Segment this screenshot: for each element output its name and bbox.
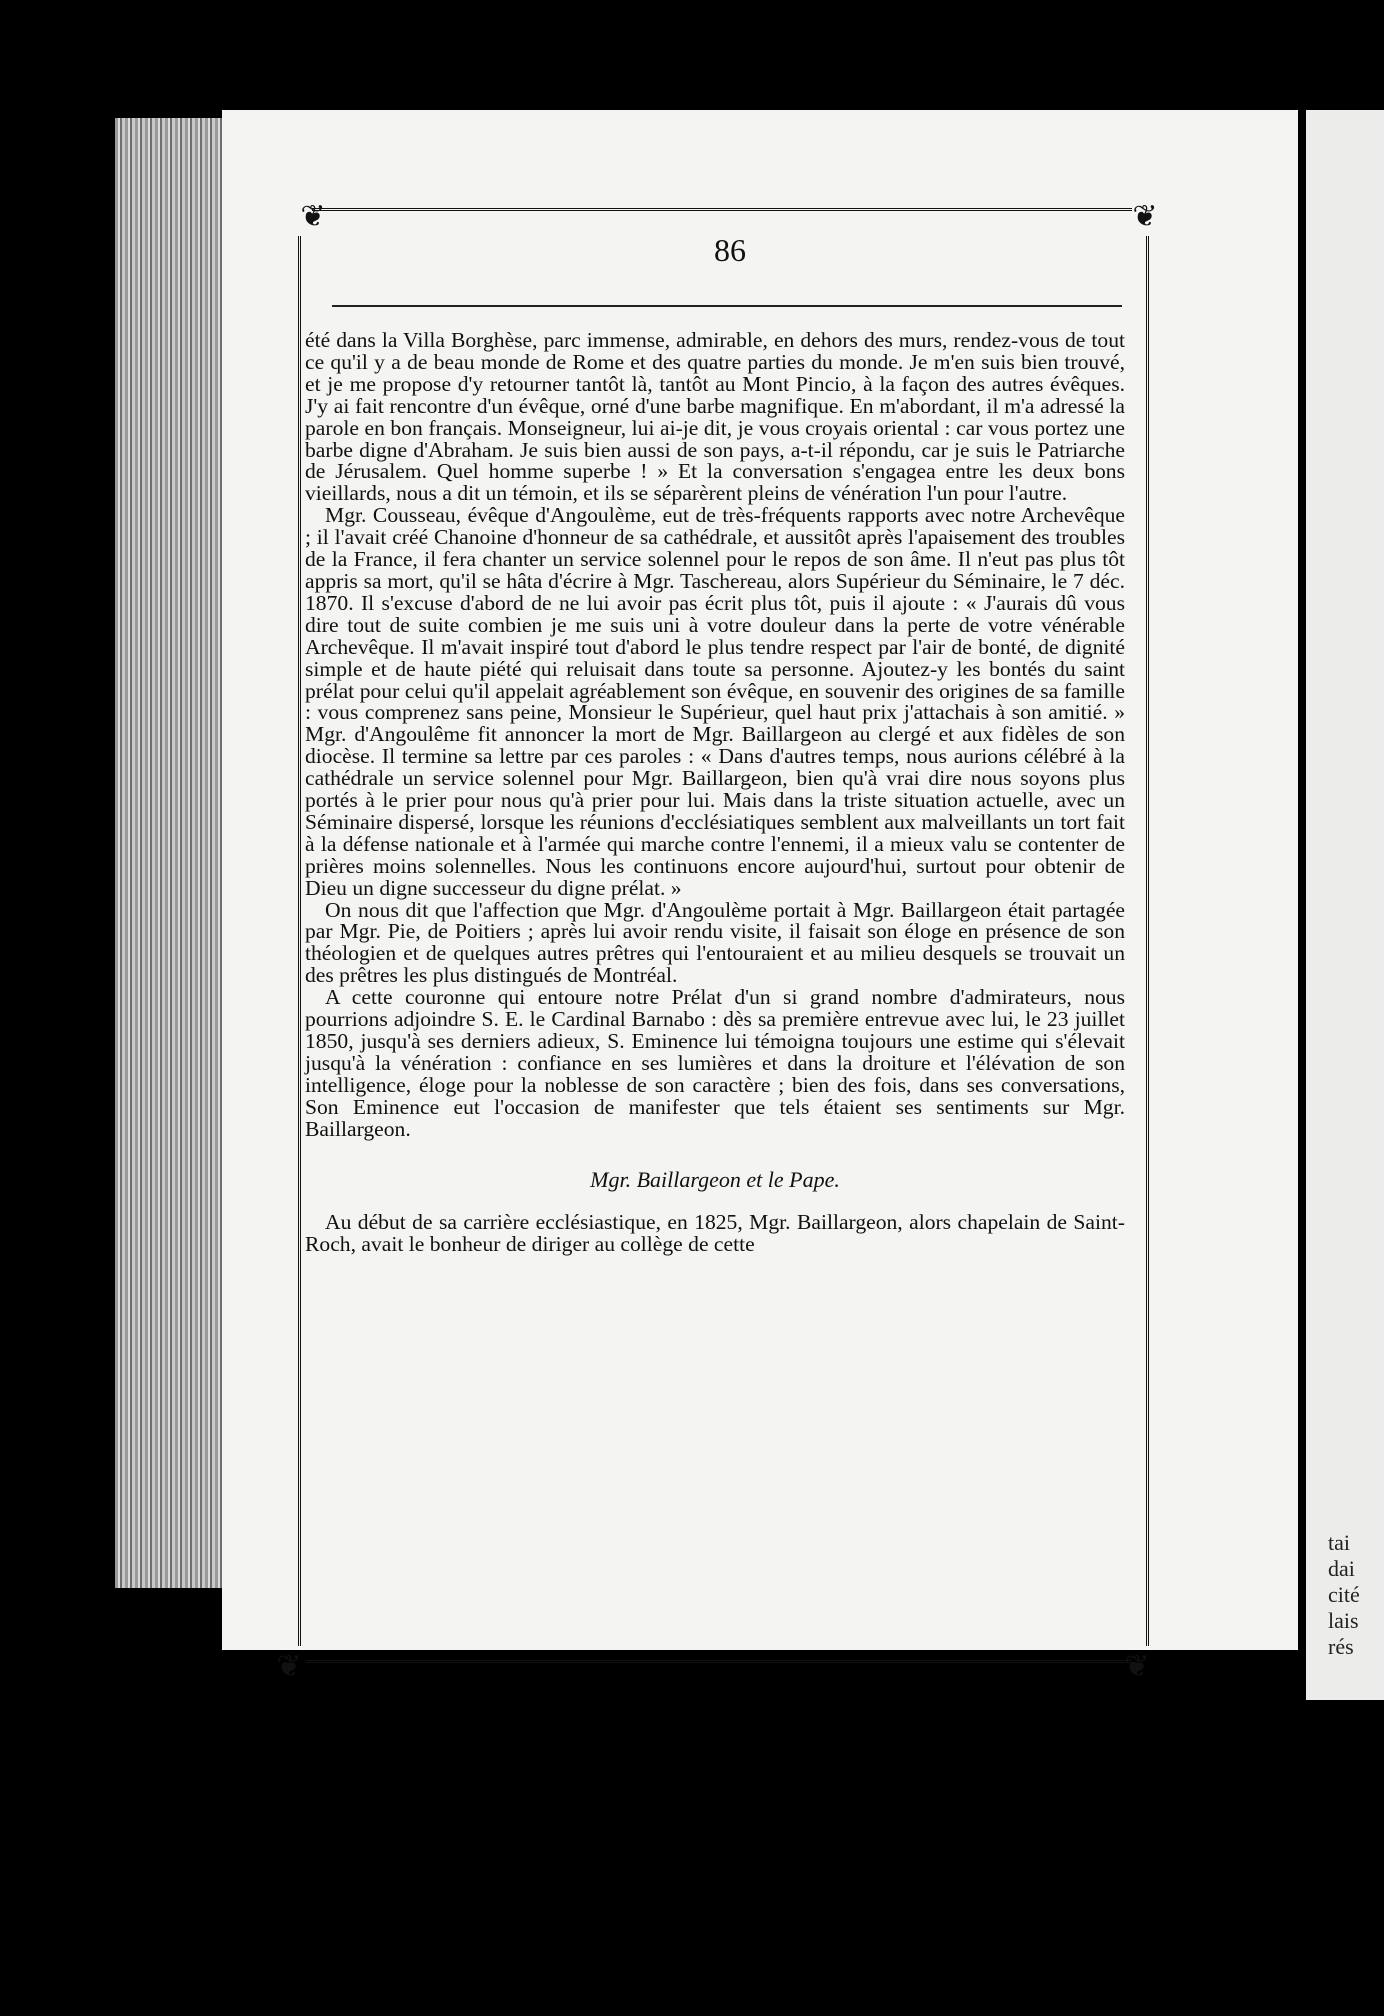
section-heading: Mgr. Baillargeon et le Pape. [590, 1166, 840, 1192]
book-page-edges [115, 118, 227, 1588]
page-text [305, 330, 1125, 1256]
next-page-edge [1306, 110, 1384, 1700]
next-page-fragment: rés [1328, 1634, 1354, 1659]
frame-left-border [298, 236, 301, 1646]
paragraph: On nous dit que l'affection que Mgr. d'Angoulème portait à Mgr. Baillargeon était partagée par Mgr. Pie, de Poitiers ; après lui avoir rendu visite, il faisait son éloge en présence de son théologien et de quelques autres prêtres qui l'entouraient et au milieu desquels se trouvait un des prêtres les plus distingués de Montréal. [305, 897, 1125, 988]
header-rule [332, 305, 1122, 307]
paragraph: été dans la Villa Borghèse, parc immense, admirable, en dehors des murs, rendez-vous de tout ce qu'il y a de beau monde de Rome et des quatre parties du monde. Je m'en suis bien trouvé, et je me propose d'y retourner tantôt là, tantôt au Mont Pincio, à la façon des autres évêques. J'y ai fait rencontre d'un évêque, orné d'une barbe magnifique. En m'abordant, il m'a adressé la parole en bon français. Monseigneur, lui ai-je dit, je vous croyais oriental : car vous portez une barbe digne d'Abraham. Je suis bien aussi de son pays, a-t-il répondu, car je suis le Patriarche de Jérusalem. Quel homme superbe ! » Et la conversation s'engagea entre les deux bons vieillards, nous a dit un témoin, et ils se séparèrent pleins de vénération l'un pour l'autre. [305, 328, 1125, 506]
next-page-fragment: lais [1328, 1608, 1359, 1633]
next-page-fragment: tai [1328, 1530, 1350, 1555]
next-page-fragment: dai [1328, 1556, 1355, 1581]
paragraph: A cette couronne qui entoure notre Prélat d'un si grand nombre d'admirateurs, nous pourrions adjoindre S. E. le Cardinal Barnabo : dès sa première entrevue avec lui, le 23 juillet 1850, jusqu'à ses derniers adieux, S. Eminence lui témoigna toujours une estime qui s'élevait jusqu'à la vénération : confiance en ses lumières et dans la droiture et l'élévation de son intelligence, éloge pour la noblesse de son caractère ; bien des fois, dans ses conversations, Son Eminence eut l'occasion de manifester que tels étaient ses sentiments sur Mgr. Baillargeon. [305, 985, 1125, 1141]
corner-ornament-icon: ❦ [300, 200, 326, 233]
corner-ornament-icon: ❦ [1132, 200, 1158, 233]
paragraph: Mgr. Cousseau, évêque d'Angoulème, eut de très-fréquents rapports avec notre Archevêque ; il l'avait créé Chanoine d'honneur de sa cathédrale, et aussitôt après l'apaisement des troubles de la France, il fera chanter un service solennel pour le repos de son âme. Il n'eut pas plus tôt appris sa mort, qu'il se hâta d'écrire à Mgr. Taschereau, alors Supérieur du Séminaire, le 7 déc. 1870. Il s'excuse d'abord de ne lui avoir pas écrit plus tôt, puis il ajoute : « J'aurais dû vous dire tout de suite combien je me suis uni à votre douleur dans la perte de votre vénérable Archevêque. Il m'avait inspiré tout d'abord le plus tendre respect par l'air de bonté, de dignité simple et de haute piété qui reluisait dans toute sa personne. Ajoutez-y les bontés du saint prélat pour celui qu'il appelait agréablement son évêque, en souvenir des origines de sa famille : vous comprenez sans peine, Monsieur le Supérieur, quel haut prix j'attachais à son amitié. » Mgr. d'Angoulême fit annoncer la mort de Mgr. Baillargeon au clergé et aux fidèles de son diocèse. Il termine sa lettre par ces paroles : « Dans d'autres temps, nous aurions célébré à la cathédrale un service solennel pour Mgr. Baillargeon, bien qu'à vrai dire nous soyons plus portés à le prier pour nous qu'à prier pour lui. Mais dans la triste situation actuelle, avec un Séminaire dispersé, lorsque les réunions d'ecclésiatiques semblent aux malveillants un tort fait à la défense nationale et à l'armée qui marche contre l'ennemi, il a mieux valu se contenter de prières moins solennelles. Nous les continuons encore aujourd'hui, surtout pour obtenir de Dieu un digne successeur du digne prélat. » [305, 503, 1125, 900]
paragraph: Au début de sa carrière ecclésiastique, en 1825, Mgr. Baillargeon, alors chapelain de Saint-Roch, avait le bonheur de diriger au collège de cette [305, 1210, 1125, 1257]
corner-ornament-icon: ❦ [1124, 1650, 1150, 1683]
frame-right-border [1146, 236, 1149, 1646]
frame-bottom-border [306, 1660, 1132, 1663]
frame-top-border [312, 208, 1132, 211]
corner-ornament-icon: ❦ [276, 1650, 302, 1683]
next-page-fragment: cité [1328, 1582, 1360, 1607]
page-number: 86 [714, 232, 746, 268]
